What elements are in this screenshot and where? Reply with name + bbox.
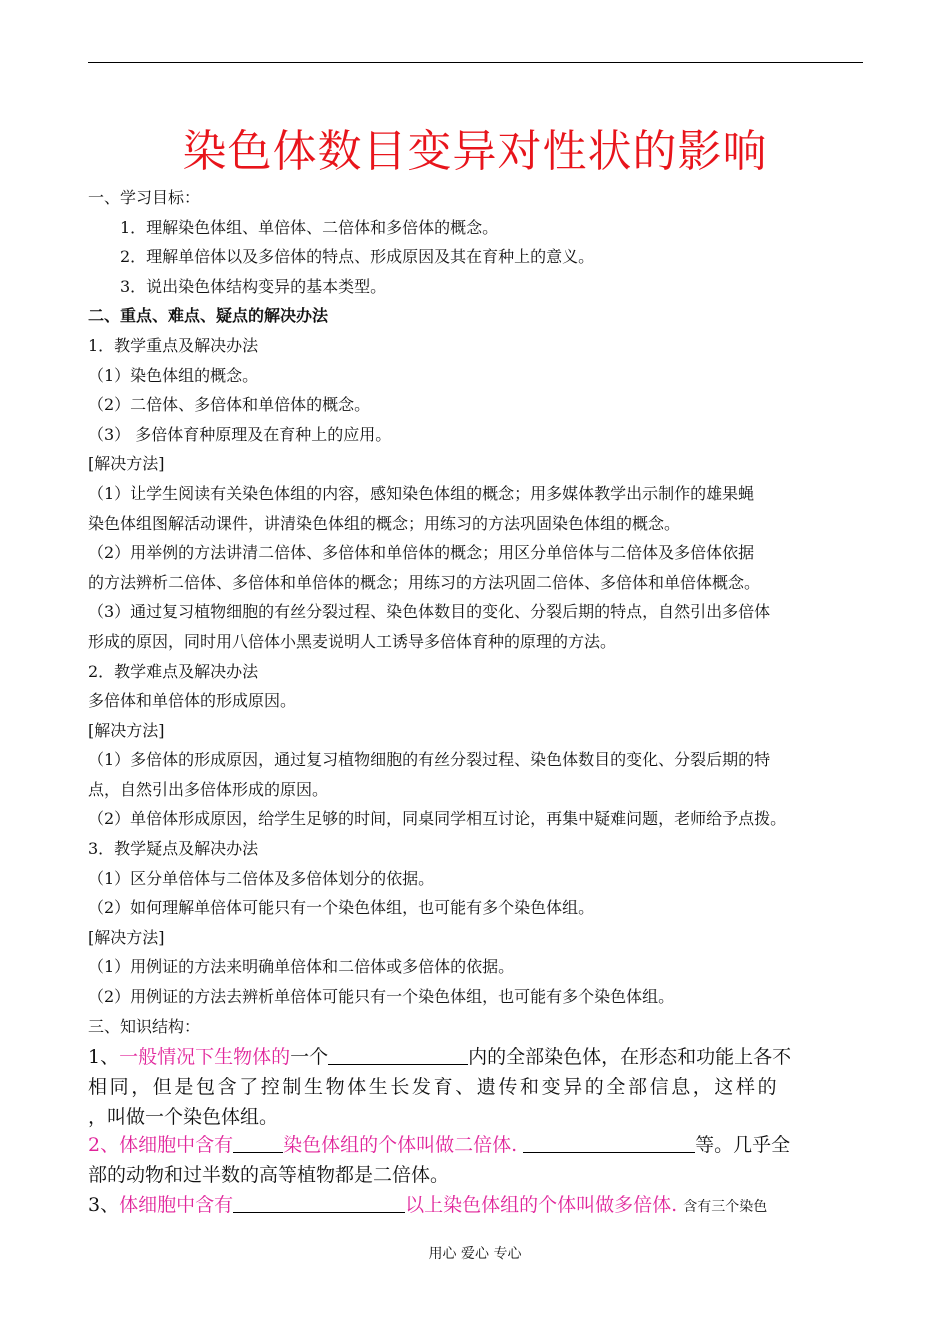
objective-item: 1．理解染色体组、单倍体、二倍体和多倍体的概念。 <box>120 217 499 237</box>
item-text: 内的全部染色体，在形态和功能上各不 <box>468 1046 792 1068</box>
page-title: 染色体数目变异对性状的影响 <box>182 126 768 177</box>
method-text: （2）用举例的方法讲清二倍体、多倍体和单倍体的概念；用区分单倍体与二倍体及多倍体依据 <box>88 543 755 563</box>
highlight-text: 体细胞中含有 <box>119 1134 234 1156</box>
doubt-point: （2）如何理解单倍体可能只有一个染色体组，也可能有多个染色体组。 <box>88 898 595 918</box>
key-point: （3） 多倍体育种原理及在育种上的应用。 <box>88 424 392 444</box>
doubt-point: （1）区分单倍体与二倍体及多倍体划分的依据。 <box>88 868 435 888</box>
method-text: （3）通过复习植物细胞的有丝分裂过程、染色体数目的变化、分裂后期的特点，自然引出多倍体 <box>88 602 771 622</box>
method-text: （2）用例证的方法去辨析单倍体可能只有一个染色体组，也可能有多个染色体组。 <box>88 987 675 1007</box>
difficult-points-heading: 2．教学难点及解决办法 <box>88 661 259 681</box>
item-number: 2、 <box>88 1134 120 1156</box>
fill-blank[interactable] <box>233 1132 283 1153</box>
method-text: （2）单倍体形成原因，给学生足够的时间，同桌同学相互讨论，再集中疑难问题，老师给予点拨。 <box>88 809 787 829</box>
objective-item: 2．理解单倍体以及多倍体的特点、形成原因及其在育种上的意义。 <box>120 247 595 267</box>
method-text: （1）让学生阅读有关染色体组的内容，感知染色体组的概念；用多媒体教学出示制作的雄果蝇 <box>88 483 755 503</box>
item-number: 1、 <box>88 1046 120 1068</box>
method-text: 染色体组图解活动课件，讲清染色体组的概念；用练习的方法巩固染色体组的概念。 <box>88 513 681 533</box>
key-points-heading: 1．教学重点及解决办法 <box>88 335 259 355</box>
highlight-text: 一般情况下生物体的 <box>119 1046 291 1068</box>
document-body <box>88 183 878 1041</box>
objective-item: 3．说出染色体结构变异的基本类型。 <box>120 276 387 296</box>
highlight-text: 染色体组的个体叫做二倍体. <box>283 1134 518 1156</box>
item-text: 相同，但是包含了控制生物体生长发育、遗传和变异的全部信息，这样的 <box>88 1076 780 1098</box>
method-text: 形成的原因，同时用八倍体小黑麦说明人工诱导多倍体育种的原理的方法。 <box>88 631 617 651</box>
method-label: [解决方法] <box>88 927 165 947</box>
method-text: 点，自然引出多倍体形成的原因。 <box>88 779 329 799</box>
item-number: 3、 <box>88 1194 120 1216</box>
highlight-text: 体细胞中含有 <box>119 1194 234 1216</box>
section2-heading: 二、重点、难点、疑点的解决办法 <box>88 306 329 326</box>
method-text: （1）用例证的方法来明确单倍体和二倍体或多倍体的依据。 <box>88 957 515 977</box>
method-text: （1）多倍体的形成原因，通过复习植物细胞的有丝分裂过程、染色体数目的变化、分裂后期的特 <box>88 750 771 770</box>
knowledge-item-2 <box>88 1130 878 1190</box>
key-point: （1）染色体组的概念。 <box>88 365 259 385</box>
section3-heading: 三、知识结构： <box>88 1016 201 1036</box>
fill-blank[interactable] <box>328 1044 468 1065</box>
fill-blank[interactable] <box>233 1192 405 1213</box>
item-text: 等。几乎全 <box>695 1134 791 1156</box>
highlight-text: 以上染色体组的个体叫做多倍体. <box>405 1194 678 1216</box>
page-footer: 用心 爱心 专心 <box>428 1246 522 1262</box>
header-rule <box>88 62 863 63</box>
section1-heading: 一、学习目标： <box>88 188 201 207</box>
item-text: ，叫做一个染色体组。 <box>88 1106 279 1128</box>
method-label: [解决方法] <box>88 720 165 740</box>
fill-blank[interactable] <box>523 1132 695 1153</box>
item-text: 一个 <box>290 1046 329 1068</box>
method-text: 的方法辨析二倍体、多倍体和单倍体的概念；用练习的方法巩固二倍体、多倍体和单倍体概念。 <box>88 572 761 592</box>
doubt-points-heading: 3．教学疑点及解决办法 <box>88 839 259 859</box>
item-text: 含有三个染色 <box>683 1199 768 1215</box>
difficult-point: 多倍体和单倍体的形成原因。 <box>88 691 297 711</box>
knowledge-item-3 <box>88 1190 878 1220</box>
key-point: （2）二倍体、多倍体和单倍体的概念。 <box>88 395 371 415</box>
knowledge-item-1 <box>88 1042 878 1132</box>
method-label: [解决方法] <box>88 454 165 474</box>
item-text: 部的动物和过半数的高等植物都是二倍体。 <box>88 1164 450 1186</box>
